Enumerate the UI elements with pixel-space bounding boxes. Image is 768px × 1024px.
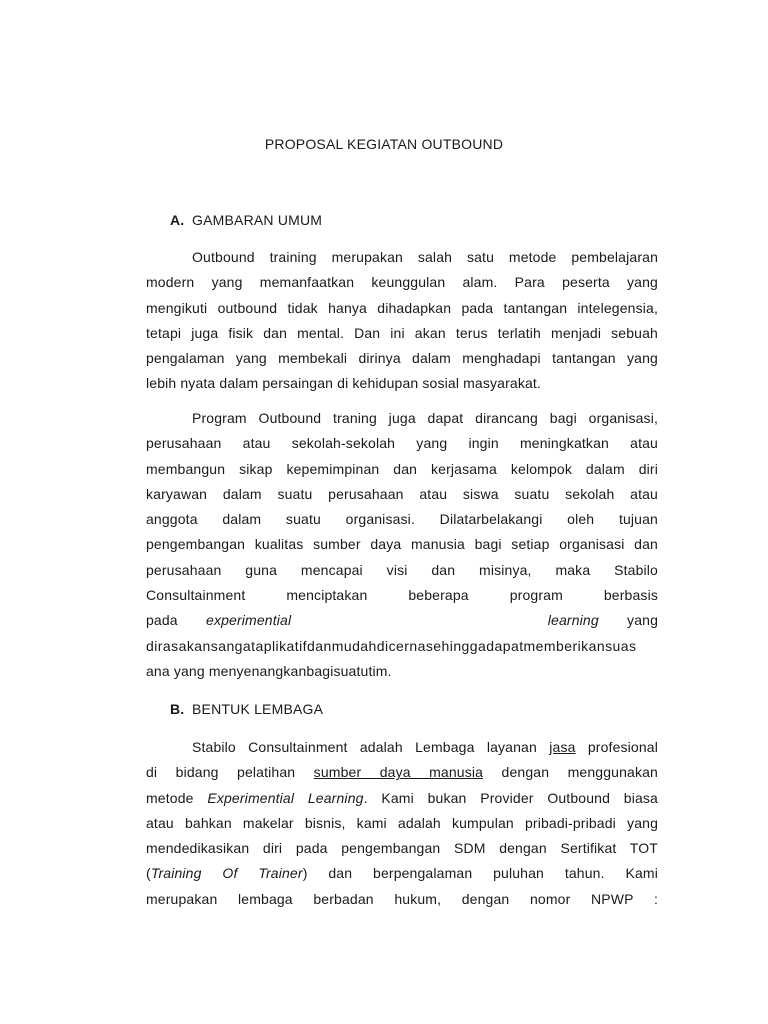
section-a-paragraph-2 bbox=[146, 406, 658, 684]
paragraph-line: mendedikasikan diri pada pengembangan SDM dengan Sertifikat TOT bbox=[146, 840, 658, 857]
section-b-paragraph bbox=[146, 735, 658, 912]
paragraph-line: metode Experimential Learning. Kami bukan Provider Outbound biasa bbox=[146, 789, 658, 806]
jasa-link[interactable]: jasa bbox=[549, 739, 576, 755]
paragraph-line: ana yang menyenangkanbagisuatutim. bbox=[146, 662, 392, 679]
paragraph-line: merupakan lembaga berbadan hukum, dengan nomor NPWP : bbox=[146, 890, 658, 907]
paragraph-line: (Training Of Trainer) dan berpengalaman puluhan tahun. Kami bbox=[146, 865, 658, 882]
section-a-title: GAMBARAN UMUM bbox=[192, 212, 323, 228]
paragraph-line: mengikuti outbound tidak hanya dihadapkan pada tantangan intelegensia, bbox=[146, 299, 658, 316]
paragraph-line: pengalaman yang membekali dirinya dalam menghadapi tantangan yang bbox=[146, 350, 658, 367]
section-b-title: BENTUK LEMBAGA bbox=[192, 701, 324, 717]
paragraph-line: Program Outbound traning juga dapat dirancang bagi organisasi, bbox=[192, 410, 658, 426]
paragraph-line: lebih nyata dalam persaingan di kehidupan sosial masyarakat. bbox=[146, 375, 542, 392]
paragraph-line: modern yang memanfaatkan keunggulan alam. Para peserta yang bbox=[146, 274, 658, 291]
section-a-heading bbox=[170, 212, 322, 228]
paragraph-line: membangun sikap kepemimpinan dan kerjasama kelompok dalam diri bbox=[146, 460, 658, 477]
paragraph-line: di bidang pelatihan sumber daya manusia dengan menggunakan bbox=[146, 764, 658, 781]
section-b-heading bbox=[170, 701, 323, 717]
paragraph-line: atau bahkan makelar bisnis, kami adalah kumpulan pribadi-pribadi yang bbox=[146, 814, 658, 831]
paragraph-line: Consultainment menciptakan beberapa program berbasis bbox=[146, 587, 658, 604]
sumber-daya-manusia-link[interactable]: sumber daya manusia bbox=[313, 764, 484, 781]
paragraph-line: karyawan dalam suatu perusahaan atau siswa suatu sekolah atau bbox=[146, 485, 658, 502]
paragraph-line: dirasakansangataplikatifdanmudahdicernasehinggadapatmemberikansuas bbox=[146, 637, 637, 654]
section-a-letter: A. bbox=[170, 212, 185, 228]
paragraph-line: perusahaan atau sekolah-sekolah yang ingin meningkatkan atau bbox=[146, 435, 658, 452]
paragraph-line: Outbound training merupakan salah satu metode pembelajaran bbox=[192, 249, 658, 265]
paragraph-line: pada experimential learning yang bbox=[146, 612, 659, 629]
paragraph-line: tetapi juga fisik dan mental. Dan ini akan terus terlatih menjadi sebuah bbox=[146, 324, 658, 341]
document-title: PROPOSAL KEGIATAN OUTBOUND bbox=[264, 136, 504, 152]
section-b-letter: B. bbox=[170, 701, 185, 717]
paragraph-line: perusahaan guna mencapai visi dan misinya, maka Stabilo bbox=[146, 561, 658, 578]
paragraph-line: anggota dalam suatu organisasi. Dilatarbelakangi oleh tujuan bbox=[146, 511, 658, 528]
section-a-paragraph-1 bbox=[146, 245, 658, 397]
paragraph-line: pengembangan kualitas sumber daya manusia bagi setiap organisasi dan bbox=[146, 536, 658, 553]
paragraph-line: Stabilo Consultainment adalah Lembaga layanan jasa profesional bbox=[192, 739, 658, 755]
